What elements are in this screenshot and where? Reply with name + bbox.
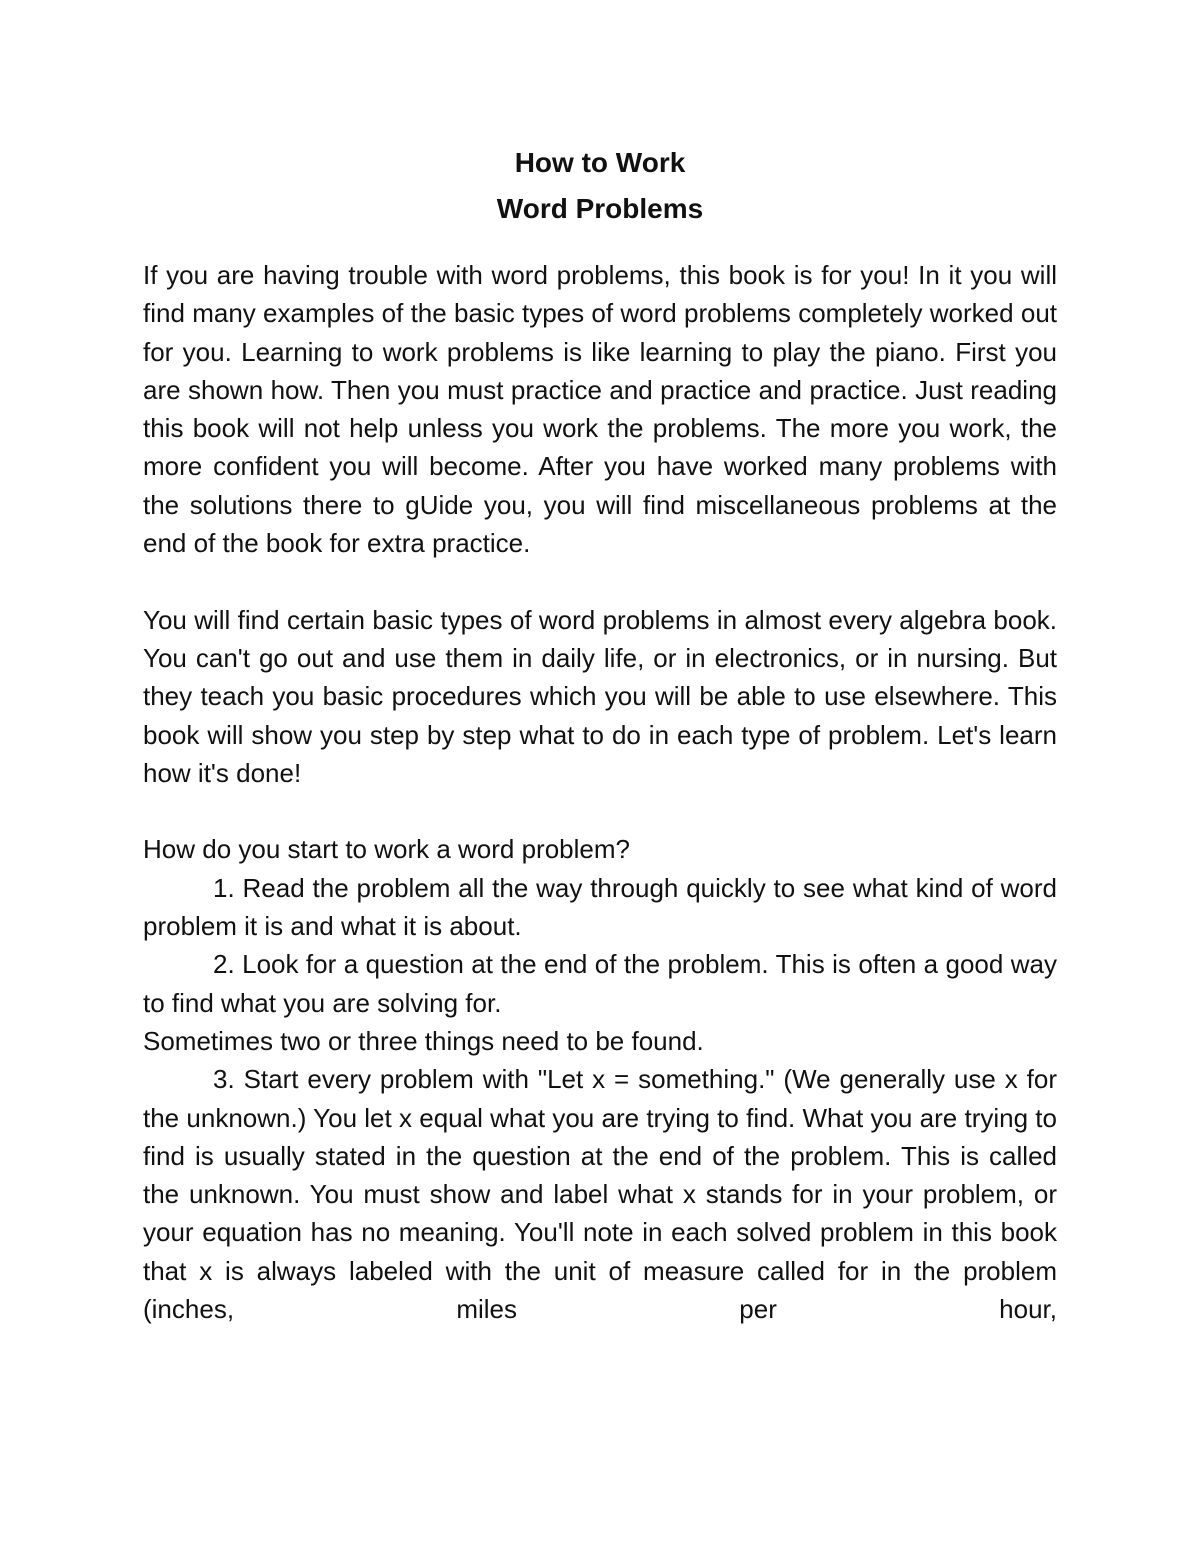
step-2-paragraph: 2. Look for a question at the end of the problem. This is often a good way to find what you are solving for. [143,949,1057,1018]
step-1-paragraph: 1. Read the problem all the way through quickly to see what kind of word problem it is and what it is about. [143,872,1057,942]
paragraph-gap [143,792,1057,830]
title-line-2: Word Problems [496,193,704,224]
step-2-note: Sometimes two or three things need to be found. [143,1025,704,1056]
step-3-paragraph: 3. Start every problem with "Let x = something." (We generally use x for the unknown.) You let x equal what you are trying to find. What you are trying to find is usually stated in the question at the end of the problem. This is called the unknown. You must show and label what x stands for in your problem, or your equation has no meaning. You'll note in each solved problem in this book that x is always labeled with the unit of measure called for in the problem (inches, miles per hour, [143,1064,1057,1325]
question-line: How do you start to work a word problem? [143,834,630,865]
paragraph-gap [143,562,1057,600]
types-paragraph: You will find certain basic types of word problems in almost every algebra book. You can't go out and use them in daily life, or in electronics, or in nursing. But they teach you basic procedures which you will be able to use elsewhere. This book will show you step by step what to do in each type of problem. Let's learn how it's done! [143,604,1057,788]
title-line-1: How to Work [514,147,686,178]
intro-paragraph: If you are having trouble with word problems, this book is for you! In it you will find many examples of the basic types of word problems completely worked out for you. Learning to work problems is like learning to play the piano. First you are shown how. Then you must practice and practice and practice. Just reading this book will not help unless you work the problems. The more you work, the more confident you will become. After you have worked many problems with the solutions there to gUide you, you will find miscellaneous problems at the end of the book for extra practice. [143,260,1057,559]
page-title [0,140,1200,232]
document-body [143,256,1057,1328]
